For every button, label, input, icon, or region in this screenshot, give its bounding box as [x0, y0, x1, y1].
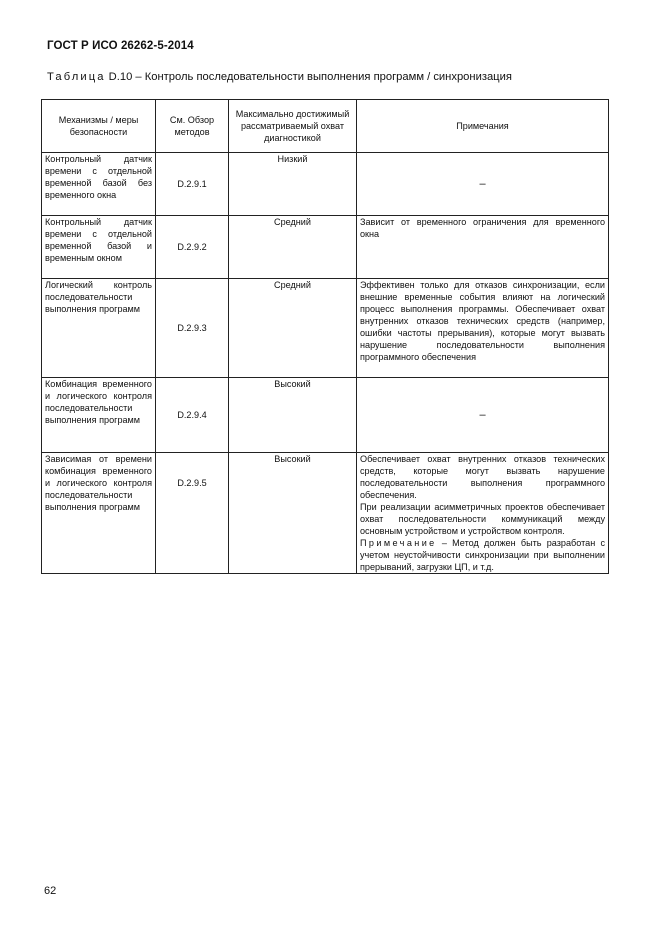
- coverage-cell: Высокий: [229, 453, 357, 574]
- column-header-mechanism: Механизмы / меры безопасности: [42, 100, 156, 153]
- page-number: 62: [44, 885, 57, 897]
- diagnostic-table: [41, 99, 609, 574]
- table-caption-label: Таблица: [47, 71, 106, 83]
- notes-cell: Зависит от временного ограничения для временного окна: [357, 216, 609, 279]
- notes-cell: [357, 453, 609, 574]
- table-header-row: [42, 100, 609, 153]
- table-row: [42, 153, 609, 216]
- table-row: [42, 216, 609, 279]
- mechanism-cell: Контрольный датчик времени с отдельной временной базой без временного окна: [42, 153, 156, 216]
- table-row: [42, 279, 609, 378]
- mechanism-cell: Комбинация временного и логического контроля последовательности выполнения программ: [42, 378, 156, 453]
- mechanism-cell: Логический контроль последовательности выполнения программ: [42, 279, 156, 378]
- notes-paragraph: При реализации асимметричных проектов обеспечивает охват последовательности коммуникаций между основным устройством и устройством контроля.: [360, 502, 605, 536]
- table-caption: [47, 71, 512, 83]
- reference-cell: D.2.9.5: [156, 453, 229, 574]
- column-header-coverage: Максимально достижимый рассматриваемый охват диагностикой: [229, 100, 357, 153]
- notes-cell: –: [357, 378, 609, 453]
- table-caption-text: D.10 – Контроль последовательности выполнения программ / синхронизация: [105, 71, 512, 83]
- mechanism-cell: Контрольный датчик времени с отдельной временной базой и временным окном: [42, 216, 156, 279]
- notes-remark: [360, 537, 605, 573]
- reference-cell: D.2.9.1: [156, 153, 229, 216]
- column-header-reference: См. Обзор методов: [156, 100, 229, 153]
- coverage-cell: Высокий: [229, 378, 357, 453]
- coverage-cell: Низкий: [229, 153, 357, 216]
- coverage-cell: Средний: [229, 279, 357, 378]
- remark-text: – Метод должен быть разработан с учетом неустойчивости синхронизации при выполнении прерываний, загрузки ЦП, и т.д.: [360, 538, 605, 572]
- remark-label: Примечание: [360, 538, 437, 548]
- mechanism-cell: Зависимая от времени комбинация временного и логического контроля последовательности выполнения программ: [42, 453, 156, 574]
- reference-cell: D.2.9.2: [156, 216, 229, 279]
- table-row: [42, 378, 609, 453]
- notes-cell: –: [357, 153, 609, 216]
- notes-cell: Эффективен только для отказов синхронизации, если внешние временные события влияют на логический процесс выполнения программы. Обеспечивает охват внутренних отказов технических средств (например, ошибки частоты прерывания), которые могут вызвать нарушение последовательности выполнения программного обеспечения: [357, 279, 609, 378]
- reference-cell: D.2.9.3: [156, 279, 229, 378]
- reference-cell: D.2.9.4: [156, 378, 229, 453]
- coverage-cell: Средний: [229, 216, 357, 279]
- notes-paragraph: Обеспечивает охват внутренних отказов технических средств, которые могут вызвать нарушение последовательности выполнения программного обеспечения.: [360, 454, 605, 500]
- table-row: [42, 453, 609, 574]
- document-header: ГОСТ Р ИСО 26262-5-2014: [47, 40, 194, 52]
- column-header-notes: Примечания: [357, 100, 609, 153]
